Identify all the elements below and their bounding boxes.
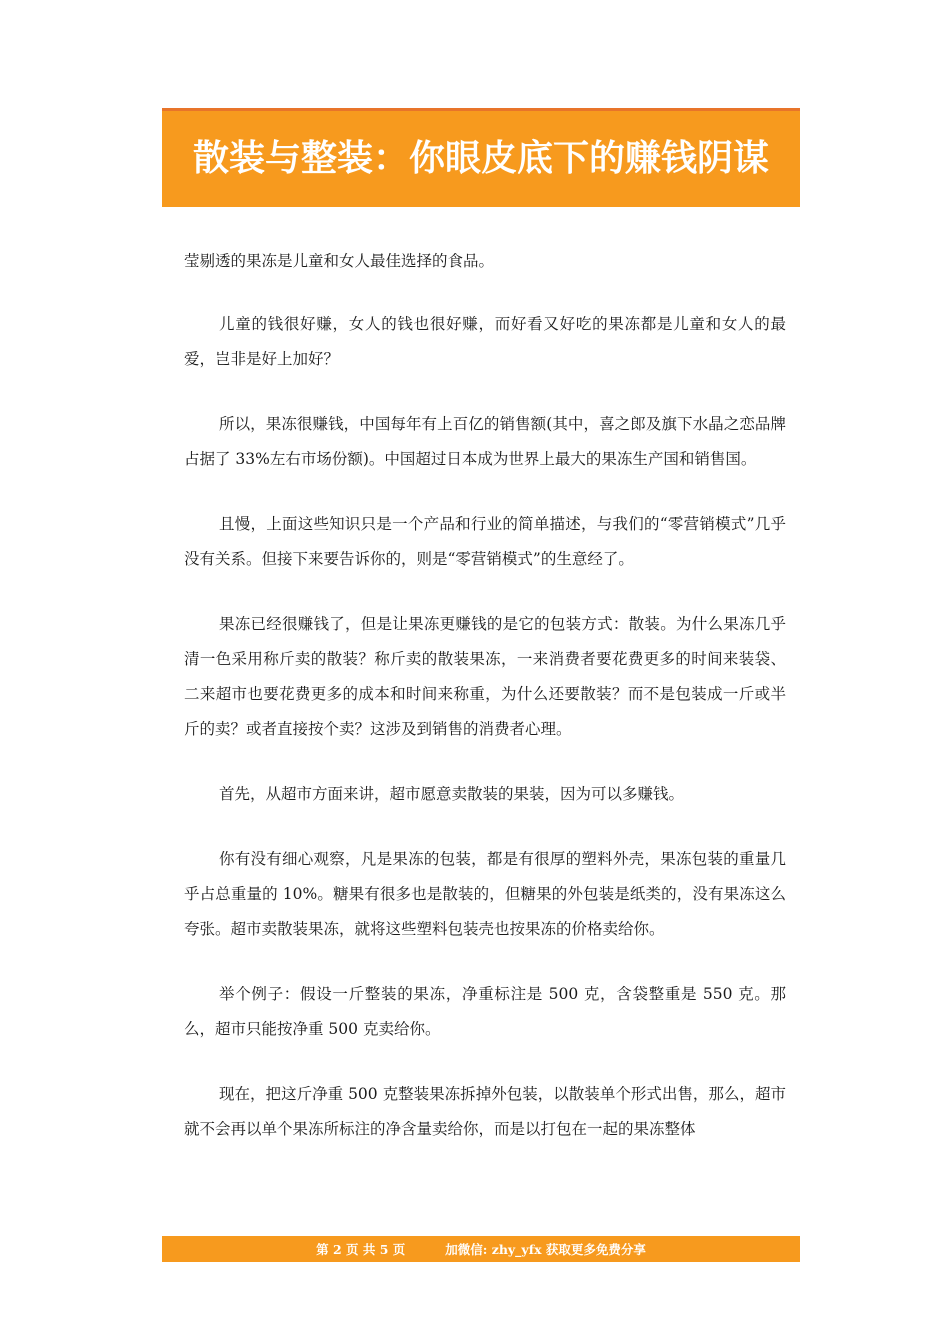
paragraph: 举个例子：假设一斤整装的果冻，净重标注是 500 克，含袋整重是 550 克。那么，超市只能按净重 500 克卖给你。 [184, 985, 786, 1038]
paragraph: 现在，把这斤净重 500 克整装果冻拆掉外包装，以散装单个形式出售，那么，超市就不会再以单个果冻所标注的净含量卖给你，而是以打包在一起的果冻整体 [184, 1085, 786, 1138]
paragraph: 果冻已经很赚钱了，但是让果冻更赚钱的是它的包装方式：散装。为什么果冻几乎清一色采用称斤卖的散装？称斤卖的散装果冻，一来消费者要花费更多的时间来装袋、二来超市也要花费更多的成本和时间来称重，为什么还要散装？而不是包装成一斤或半斤的卖？或者直接按个卖？这涉及到销售的消费者心理。 [184, 615, 786, 738]
document-page [162, 108, 800, 1268]
article-body [184, 244, 786, 1177]
paragraph: 所以，果冻很赚钱，中国每年有上百亿的销售额(其中，喜之郎及旗下水晶之恋品牌占据了 33%左右市场份额)。中国超过日本成为世界上最大的果冻生产国和销售国。 [184, 415, 786, 468]
title-banner [162, 108, 800, 207]
paragraph: 你有没有细心观察，凡是果冻的包装，都是有很厚的塑料外壳，果冻包装的重量几乎占总重量的 10%。糖果有很多也是散装的，但糖果的外包装是纸类的，没有果冻这么夸张。超市卖散装果冻，就将这些塑料包装壳也按果冻的价格卖给你。 [184, 850, 786, 938]
page-number: 第 2 页 共 5 页 [316, 1242, 406, 1257]
paragraph: 首先，从超市方面来讲，超市愿意卖散装的果装，因为可以多赚钱。 [219, 785, 685, 803]
paragraph: 且慢，上面这些知识只是一个产品和行业的简单描述，与我们的“零营销模式”几乎没有关系。但接下来要告诉你的，则是“零营销模式”的生意经了。 [184, 515, 786, 568]
page-title: 散装与整装：你眼皮底下的赚钱阴谋 [192, 137, 769, 179]
footer-banner [162, 1236, 800, 1262]
promo-text: 加微信: zhy_yfx 获取更多免费分享 [445, 1242, 646, 1257]
paragraph: 儿童的钱很好赚，女人的钱也很好赚，而好看又好吃的果冻都是儿童和女人的最爱，岂非是好上加好？ [184, 315, 786, 368]
paragraph: 莹剔透的果冻是儿童和女人最佳选择的食品。 [184, 252, 495, 270]
